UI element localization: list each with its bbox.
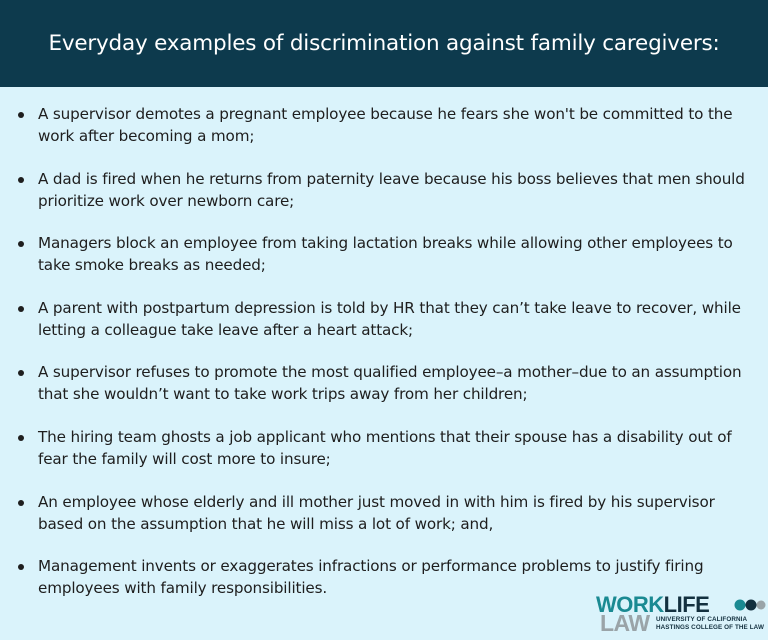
list-item: A dad is fired when he returns from paternity leave because his boss believes that men should prioritize work over newborn care; xyxy=(16,168,756,212)
examples-list xyxy=(16,103,756,620)
logo-word-life: LIFE xyxy=(663,592,710,617)
list-item: Managers block an employee from taking lactation breaks while allowing other employees to take smoke breaks as needed; xyxy=(16,232,756,276)
header-banner xyxy=(0,0,768,87)
list-item: The hiring team ghosts a job applicant who mentions that their spouse has a disability out of fear the family will cost more to insure; xyxy=(16,426,756,470)
logo-word-work: WORK xyxy=(596,592,664,617)
logo-dots-icon xyxy=(734,598,766,612)
list-item: Management invents or exaggerates infractions or performance problems to justify firing employees with family responsibilities. xyxy=(16,555,756,599)
logo-subtitle-line: HASTINGS COLLEGE OF THE LAW xyxy=(656,623,764,631)
list-item: An employee whose elderly and ill mother just moved in with him is fired by his supervisor based on the assumption that he will miss a lot of work; and, xyxy=(16,491,756,535)
list-item: A parent with postpartum depression is told by HR that they can’t take leave to recover, while letting a colleague take leave after a heart attack; xyxy=(16,297,756,341)
worklife-law-logo xyxy=(596,594,766,638)
logo-subtitle xyxy=(656,616,764,631)
logo-subtitle-line: UNIVERSITY OF CALIFORNIA xyxy=(656,616,748,623)
list-item: A supervisor refuses to promote the most qualified employee–a mother–due to an assumption that she wouldn’t want to take work trips away from her children; xyxy=(16,361,756,405)
list-item: A supervisor demotes a pregnant employee because he fears she won't be committed to the work after becoming a mom; xyxy=(16,103,756,147)
logo-word-law: LAW xyxy=(600,610,650,636)
page-title: Everyday examples of discrimination against family caregivers: xyxy=(48,31,720,56)
